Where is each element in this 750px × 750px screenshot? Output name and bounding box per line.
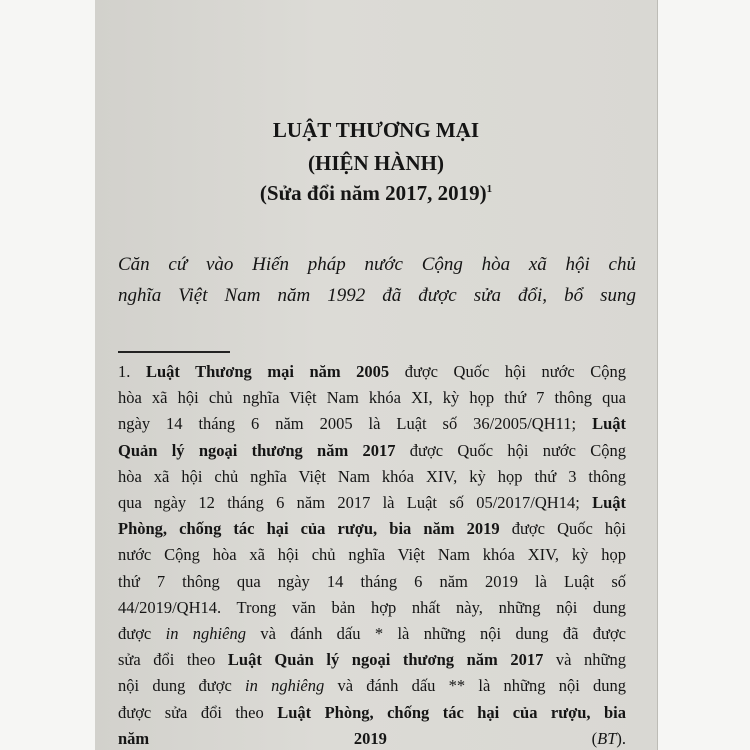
fn-line bbox=[118, 441, 626, 461]
text-run: hòa xã hội chủ nghĩa Việt Nam khóa XIV, kỳ họp thứ 3 thông bbox=[118, 466, 626, 486]
text-run: ). bbox=[616, 728, 626, 748]
fn-line bbox=[118, 729, 626, 749]
text-run: năm 2019 bbox=[118, 728, 387, 748]
text-run: Luật Phòng, chống tác hại của rượu, bia bbox=[277, 702, 627, 722]
fn-line bbox=[118, 572, 626, 592]
text-run: được Quốc hội bbox=[499, 519, 626, 539]
law-title: LUẬT THƯƠNG MẠI bbox=[272, 118, 480, 142]
text-run: nước Cộng hòa xã hội chủ nghĩa Việt Nam khóa XIV, kỳ họp bbox=[118, 545, 626, 565]
fn-line bbox=[118, 624, 626, 644]
amendment-note bbox=[95, 181, 657, 206]
text-run: qua ngày 12 tháng 6 năm 2017 là Luật số 05/2017/QH14; bbox=[118, 493, 593, 512]
book-page bbox=[95, 0, 657, 750]
text-run: in nghiêng bbox=[165, 624, 246, 643]
text-run: sửa đổi theo bbox=[118, 650, 228, 670]
text-run: được bbox=[118, 624, 166, 643]
body-line bbox=[118, 254, 636, 276]
fn-line bbox=[118, 362, 626, 382]
fn-line bbox=[118, 650, 626, 670]
fn-line bbox=[118, 598, 626, 618]
text-run: in nghiêng bbox=[245, 676, 325, 696]
text-run: nghĩa Việt Nam năm 1992 đã được sửa đổi, bổ sung bbox=[118, 285, 636, 306]
law-subtitle: (HIỆN HÀNH) bbox=[308, 151, 444, 175]
text-run: 44/2019/QH14. Trong văn bản hợp nhất này, những nội dung bbox=[118, 597, 626, 617]
text-run: được sửa đổi theo bbox=[118, 702, 278, 722]
text-run: hòa xã hội chủ nghĩa Việt Nam khóa XI, kỳ họp thứ 7 thông qua bbox=[118, 388, 626, 408]
text-run: và đánh dấu ** là những nội dung bbox=[324, 676, 627, 696]
fn-line bbox=[118, 703, 626, 723]
body-line bbox=[118, 285, 636, 307]
fn-line bbox=[118, 493, 626, 513]
footnote-divider bbox=[118, 351, 230, 353]
footnote-marker: 1 bbox=[486, 183, 493, 195]
text-run: ngày 14 tháng 6 năm 2005 là Luật số 36/2005/QH11; bbox=[118, 414, 593, 434]
text-run: Căn cứ vào Hiến pháp nước Cộng hòa xã hội chủ bbox=[118, 254, 636, 275]
amendment-text: (Sửa đổi năm 2017, 2019) bbox=[259, 181, 487, 205]
text-run: được Quốc hội nước Cộng bbox=[389, 362, 627, 381]
text-run: thứ 7 thông qua ngày 14 tháng 6 năm 2019 là Luật số bbox=[118, 571, 626, 591]
fn-line bbox=[118, 519, 626, 539]
text-run: 1. bbox=[118, 362, 146, 381]
fn-line bbox=[118, 545, 626, 565]
text-run: nội dung được bbox=[118, 676, 246, 696]
text-run: ( bbox=[386, 728, 598, 748]
fn-line bbox=[118, 388, 626, 408]
text-run: BT bbox=[597, 728, 617, 748]
fn-line bbox=[118, 414, 626, 434]
fn-line bbox=[118, 676, 626, 696]
text-run: Luật bbox=[592, 493, 626, 512]
text-run: Luật bbox=[592, 414, 626, 434]
text-run: và những bbox=[543, 650, 626, 670]
text-run: và đánh dấu * là những nội dung đã được bbox=[245, 624, 626, 643]
text-run: Phòng, chống tác hại của rượu, bia năm 2019 bbox=[118, 519, 500, 539]
fn-line bbox=[118, 467, 626, 487]
text-run: Quản lý ngoại thương năm 2017 bbox=[118, 440, 396, 460]
text-run: được Quốc hội nước Cộng bbox=[395, 440, 626, 460]
text-run: Luật Quản lý ngoại thương năm 2017 bbox=[227, 650, 544, 670]
text-run: Luật Thương mại năm 2005 bbox=[145, 362, 390, 381]
